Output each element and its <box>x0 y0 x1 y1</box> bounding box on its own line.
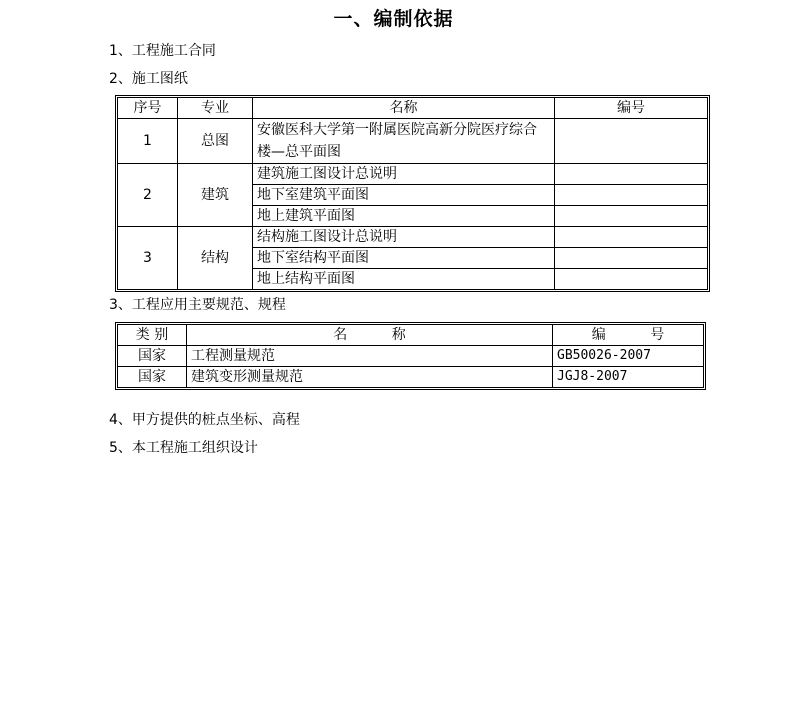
page-title: 一、编制依据 <box>333 8 454 30</box>
discipline-cell: 总图 <box>178 119 253 164</box>
item-construction-design: 5、本工程施工组织设计 <box>109 440 258 456</box>
table-row <box>118 164 708 185</box>
header-name: 名称 <box>253 98 555 119</box>
header-category: 类 别 <box>118 325 187 346</box>
category-cell: 国家 <box>118 346 187 367</box>
table-row <box>118 346 704 367</box>
drawing-code-cell <box>555 248 708 269</box>
discipline-cell: 建筑 <box>178 164 253 227</box>
drawing-code-cell <box>555 185 708 206</box>
table-header-row <box>118 98 708 119</box>
drawing-code-cell <box>555 164 708 185</box>
header-seq: 序号 <box>118 98 178 119</box>
drawing-name-cell: 地下室建筑平面图 <box>253 185 555 206</box>
standard-code-cell: JGJ8-2007 <box>553 367 704 388</box>
drawing-name-cell: 安徽医科大学第一附属医院高新分院医疗综合楼—总平面图 <box>253 119 555 164</box>
table-row <box>118 227 708 248</box>
drawing-code-cell <box>555 206 708 227</box>
table-header-row <box>118 325 704 346</box>
seq-cell: 3 <box>118 227 178 290</box>
item-standards: 3、工程应用主要规范、规程 <box>109 297 286 313</box>
drawing-code-cell <box>555 227 708 248</box>
drawing-name-cell: 建筑施工图设计总说明 <box>253 164 555 185</box>
drawings-table <box>115 95 710 292</box>
drawing-name-cell: 地下室结构平面图 <box>253 248 555 269</box>
header-name: 名 称 <box>187 325 553 346</box>
item-contract: 1、工程施工合同 <box>109 43 216 59</box>
standard-code-cell: GB50026-2007 <box>553 346 704 367</box>
table-row <box>118 119 708 164</box>
standards-table <box>115 322 706 390</box>
drawing-code-cell <box>555 119 708 164</box>
header-code: 编 号 <box>553 325 704 346</box>
seq-cell: 1 <box>118 119 178 164</box>
drawing-code-cell <box>555 269 708 290</box>
standard-name-cell: 工程测量规范 <box>187 346 553 367</box>
drawing-name-cell: 地上建筑平面图 <box>253 206 555 227</box>
category-cell: 国家 <box>118 367 187 388</box>
header-code: 编号 <box>555 98 708 119</box>
table-row <box>118 367 704 388</box>
header-discipline: 专业 <box>178 98 253 119</box>
seq-cell: 2 <box>118 164 178 227</box>
standard-name-cell: 建筑变形测量规范 <box>187 367 553 388</box>
discipline-cell: 结构 <box>178 227 253 290</box>
drawing-name-cell: 结构施工图设计总说明 <box>253 227 555 248</box>
item-survey-points: 4、甲方提供的桩点坐标、高程 <box>109 412 300 428</box>
item-drawings: 2、施工图纸 <box>109 71 188 87</box>
drawing-name-cell: 地上结构平面图 <box>253 269 555 290</box>
